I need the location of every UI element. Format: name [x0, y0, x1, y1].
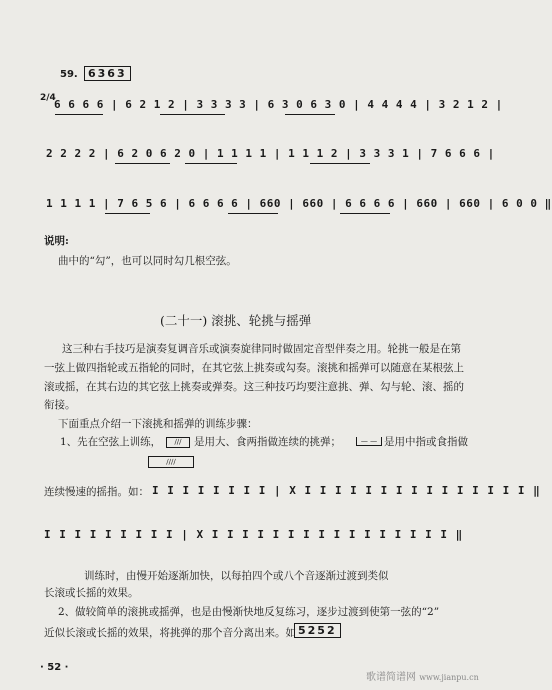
step2-b: 近似长滚或长摇的效果，将挑弹的那个音分离出来。如 — [44, 627, 296, 639]
step1-a: 1、先在空弦上训练， — [60, 436, 162, 448]
example-1: I I I I I I I I | X I I I I I I I I I I I I I I I ‖ — [152, 484, 541, 497]
roll-symbol-icon: ∕∕∕ — [166, 437, 190, 448]
example-2: I I I I I I I I I | X I I I I I I I I I I I I I I I I ‖ — [44, 528, 464, 541]
step1-e: 训练时，由慢开始逐渐加快，以每拍四个或八个音逐渐过渡到类似 — [84, 570, 389, 582]
score-number: 59. — [60, 69, 78, 80]
para1-line3: 滚或摇，在其右边的其它弦上挑奏或弹奏。这三种技巧均要注意挑、弹、勾与轮、滚、摇的 — [44, 381, 464, 393]
shake-symbol-icon: — — — [356, 437, 382, 446]
time-signature: 2/4 — [40, 93, 56, 103]
para2-intro: 下面重点介绍一下滚挑和摇弹的训练步骤： — [58, 418, 258, 430]
example-top-symbol: ∕∕∕∕ — [148, 456, 194, 468]
section-title: (二十一) 滚挑、轮挑与摇弹 — [160, 313, 312, 328]
step1-f: 长滚或长摇的效果。 — [44, 587, 139, 599]
score-row-1: 6 6 6 6 | 6 2 1 2 | 3 3 3 3 | 6 3 0 6 3 0 | 4 4 4 4 | 3 2 1 2 | — [54, 98, 503, 111]
step1-c: 是用中指或食指做 — [384, 436, 468, 448]
score-row-2: 2 2 2 2 | 6 2 0 6 2 0 | 1 1 1 1 | 1 1 1 2 | 3 3 3 1 | 7 6 6 6 | — [46, 147, 495, 160]
para1-line1: 这三种右手技巧是演奏复调音乐或演奏旋律同时做固定音型伴奏之用。轮挑一般是在第 — [62, 343, 461, 355]
page-number: · 52 · — [40, 662, 69, 673]
para1-line2: 一弦上做四指轮或五指轮的同时，在其它弦上挑奏或勾奏。滚挑和摇弹可以随意在某根弦上 — [44, 362, 464, 374]
step1-b: 是用大、食两指做连续的挑弹； — [194, 436, 341, 448]
note-body: 曲中的“勾”，也可以同时勾几根空弦。 — [58, 255, 237, 267]
watermark: 歌谱简谱网 www.jianpu.cn — [366, 672, 479, 683]
score-motif: 6363 — [84, 66, 131, 81]
score-row-3: 1 1 1 1 | 7 6 5 6 | 6 6 6 6 | 660 | 660 | 6 6 6 6 | 660 | 660 | 6 0 0 ‖ — [46, 197, 552, 210]
note-heading: 说明: — [44, 235, 69, 247]
step2-motif: 5252 — [294, 623, 341, 638]
step2-a: 2、做较简单的滚挑或摇弹，也是由慢渐快地反复练习，逐步过渡到使第一弦的“2” — [58, 606, 440, 618]
para1-line4: 衔接。 — [44, 399, 76, 411]
step1-d: 连续慢速的摇指。如： — [44, 486, 149, 498]
